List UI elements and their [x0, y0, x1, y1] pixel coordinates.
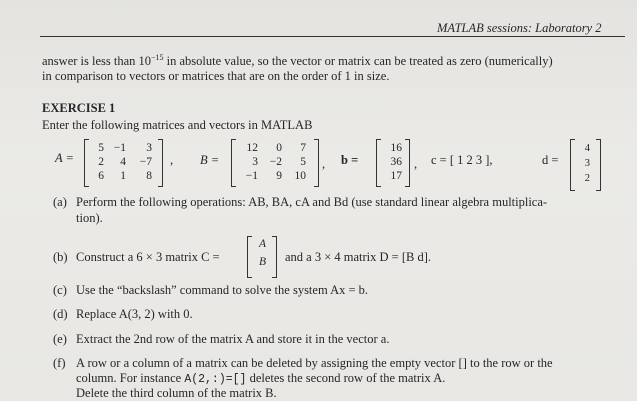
- matrix-b-entry: 5: [300, 156, 306, 168]
- item-a-label: (a): [53, 195, 67, 209]
- matrix-b: [238, 141, 306, 183]
- item-f-line-2-pre: column. For instance: [76, 371, 185, 385]
- intro-exponent: −15: [151, 53, 164, 62]
- matrix-b-entry: −1: [245, 170, 258, 182]
- matrix-b-entry: 12: [246, 142, 258, 154]
- matrix-a-label: A =: [55, 151, 74, 165]
- item-d-label: (d): [53, 307, 68, 321]
- item-c-text: Use the “backslash” command to solve the system Ax = b.: [76, 283, 369, 297]
- exercise-title: EXERCISE 1: [42, 101, 116, 115]
- matrix-b-entry: −2: [269, 156, 282, 168]
- intro-text-a: answer is less than 10: [42, 54, 152, 69]
- item-b-post: and a 3 × 4 matrix D = [B d].: [285, 250, 432, 264]
- item-a-line-2: tion).: [76, 211, 103, 225]
- item-f-line-1: A row or a column of a matrix can be deleted by assigning the empty vector [] to the row or the: [76, 356, 553, 370]
- matrix-a-entry: 8: [146, 170, 152, 182]
- item-f-line-3: Delete the third column of the matrix B.: [76, 386, 277, 400]
- matrix-b-label: B =: [200, 153, 220, 167]
- matrix-c-top: A: [259, 238, 267, 250]
- matrix-d-entry: 3: [584, 158, 590, 169]
- matrix-d-entry: 4: [584, 143, 590, 154]
- item-b-label: (b): [53, 250, 68, 264]
- matrix-b-entry: 36: [390, 156, 402, 168]
- matrix-b-entry: 0: [276, 142, 282, 154]
- vector-b-bracket-left: [376, 139, 381, 187]
- matrix-b-bracket-right: [314, 139, 319, 187]
- matrix-b-entry: 16: [390, 142, 402, 154]
- item-f-line-2-post: deletes the second row of the matrix A.: [246, 371, 446, 385]
- item-f-line-2: [76, 371, 445, 386]
- item-d-text: Replace A(3, 2) with 0.: [76, 307, 193, 321]
- matrix-b-entry: 10: [294, 170, 306, 182]
- matrix-a-entry: 4: [120, 156, 126, 168]
- matrix-c-bracket-right: [272, 236, 277, 278]
- matrix-a: [90, 141, 152, 183]
- intro-line-1: [42, 53, 553, 69]
- matrix-a-entry: 5: [98, 142, 104, 154]
- item-e-text: Extract the 2nd row of the matrix A and store it in the vector a.: [76, 332, 390, 346]
- exercise-instruction: Enter the following matrices and vectors in MATLAB: [42, 118, 313, 132]
- matrix-c-bracket-left: [247, 236, 252, 278]
- matrix-a-entry: 2: [98, 156, 104, 168]
- matrix-b-entry: 3: [252, 156, 258, 168]
- matrix-b-entry: 7: [300, 142, 306, 154]
- matrix-a-entry: 6: [98, 170, 104, 182]
- comma-b: ,: [322, 157, 326, 171]
- item-a-line-1: Perform the following operations: AB, BA, cA and Bd (use standard linear algebra multiplica-: [76, 195, 548, 209]
- intro-line-2: in comparison to vectors or matrices that are on the order of 1 in size.: [42, 69, 390, 83]
- vector-c: c = [ 1 2 3 ],: [431, 153, 493, 167]
- matrix-a-bracket-right: [158, 139, 163, 187]
- matrix-a-entry: 1: [120, 170, 126, 182]
- item-c-label: (c): [53, 283, 67, 297]
- item-b-pre: Construct a 6 × 3 matrix C =: [76, 250, 220, 264]
- vector-b-label: [341, 153, 358, 168]
- vector-b-label-text: b =: [341, 153, 359, 167]
- matrix-b-entry: 9: [276, 170, 282, 182]
- comma-vb: ,: [414, 157, 418, 171]
- vector-b: [384, 141, 402, 183]
- matrix-a-entry: −7: [139, 156, 152, 168]
- matrix-c-bottom: B: [259, 256, 267, 268]
- matrix-a-entry: 3: [146, 142, 152, 154]
- vector-b-bracket-right: [405, 139, 410, 187]
- vector-d: [578, 141, 590, 186]
- running-header: MATLAB sessions: Laboratory 2: [437, 21, 602, 35]
- vector-d-bracket-right: [596, 139, 601, 191]
- matrix-a-bracket-left: [84, 139, 89, 187]
- matrix-b-entry: 17: [390, 170, 402, 182]
- matrix-b-bracket-left: [231, 139, 236, 187]
- vector-d-label: d =: [542, 153, 559, 167]
- item-f-code: A(2,:)=[]: [184, 373, 247, 386]
- matrix-d-entry: 2: [584, 173, 590, 184]
- header-rule: [40, 36, 625, 37]
- intro-text-b: in absolute value, so the vector or matrix can be treated as zero (numerically): [163, 54, 553, 69]
- vector-d-bracket-left: [570, 139, 575, 191]
- item-e-label: (e): [53, 332, 67, 346]
- matrix-a-entry: −1: [113, 142, 126, 154]
- item-f-label: (f): [53, 356, 66, 370]
- comma-a: ,: [170, 153, 174, 167]
